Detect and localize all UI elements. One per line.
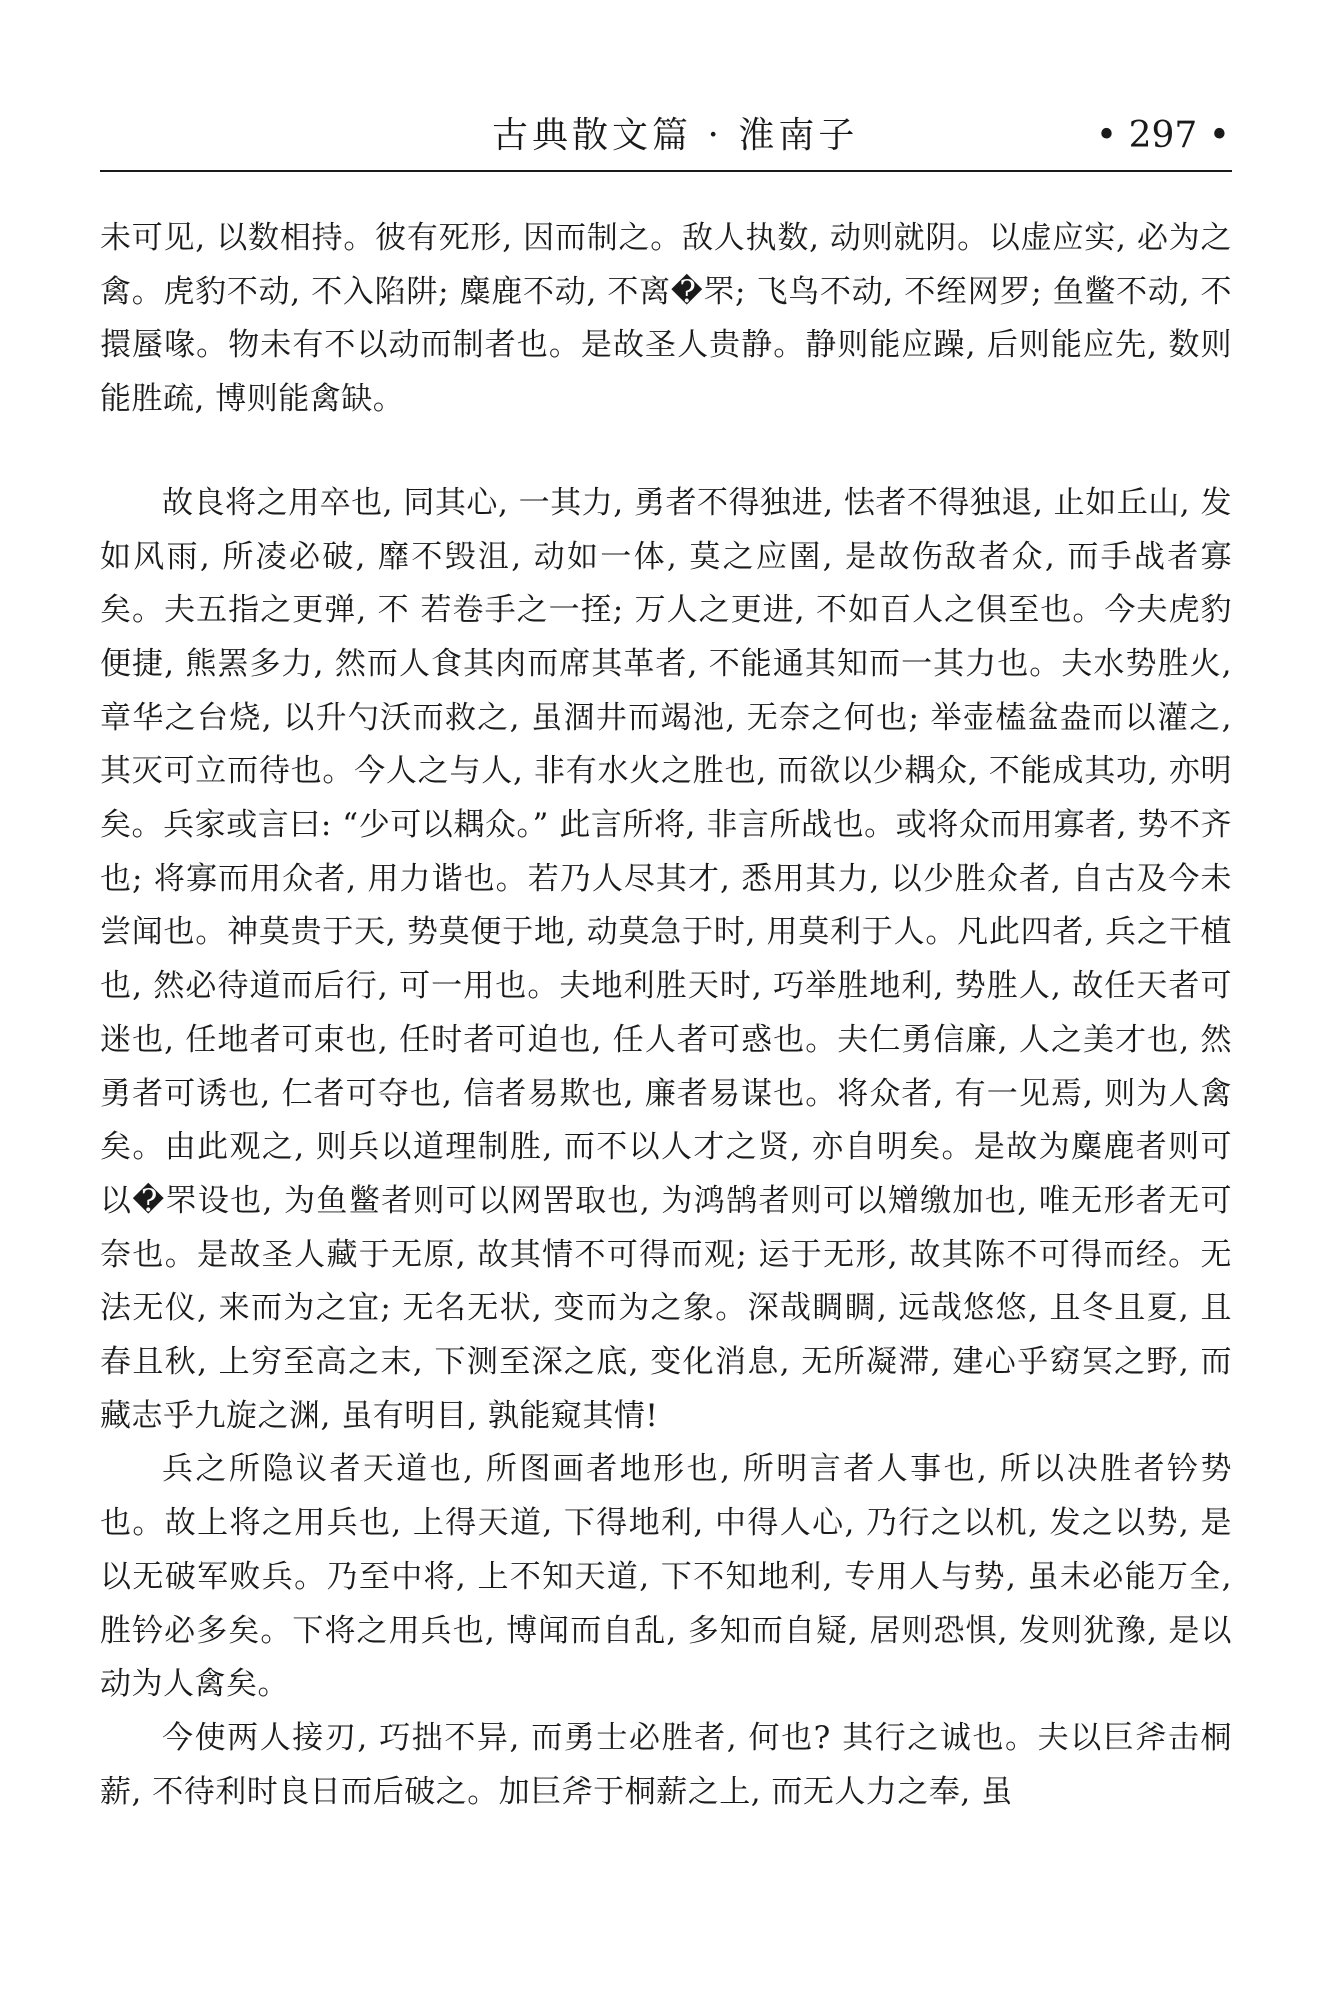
running-title: 古典散文篇 · 淮南子: [492, 115, 859, 156]
paragraph-2: 故良将之用卒也, 同其心, 一其力, 勇者不得独进, 怯者不得独退, 止如丘山, 发如风雨, 所凌必破, 靡不毁沮, 动如一体, 莫之应圉, 是故伤敌者众, 而手战者寡矣。夫五指之更弹, 不 若卷手之一挃; 万人之更进, 不如百人之俱至也。今夫虎豹便捷, 熊罴多力, 然而人食其肉而席其革者, 不能通其知而一其力也。夫水势胜火, 章华之台烧, 以升勺沃而救之, 虽涸井而竭池, 无奈之何也; 举壶榼盆盎而以灌之, 其灭可立而待也。今人之与人, 非有水火之胜也, 而欲以少耦众, 不能成其功, 亦明矣。兵家或言曰: “少可以耦众。” 此言所将, 非言所战也。或将众而用寡者, 势不齐也; 将寡而用众者, 用力谐也。若乃人尽其才, 悉用其力, 以少胜众者, 自古及今未尝闻也。神莫贵于天, 势莫便于地, 动莫急于时, 用莫利于人。凡此四者, 兵之干植也, 然必待道而后行, 可一用也。夫地利胜天时, 巧举胜地利, 势胜人, 故任天者可迷也, 任地者可束也, 任时者可迫也, 任人者可惑也。夫仁勇信廉, 人之美才也, 然勇者可诱也, 仁者可夺也, 信者易欺也, 廉者易谋也。将众者, 有一见焉, 则为人禽矣。由此观之, 则兵以道理制胜, 而不以人才之贤, 亦自明矣。是故为麋鹿者则可以�罘设也, 为鱼鳖者则可以网罟取也, 为鸿鹄者则可以矰缴加也, 唯无形者无可奈也。是故圣人藏于无原, 故其情不可得而观; 运于无形, 故其陈不可得而经。无法无仪, 来而为之宜; 无名无状, 变而为之象。深哉睭睭, 远哉悠悠, 且冬且夏, 且春且秋, 上穷至高之末, 下测至深之底, 变化消息, 无所凝滞, 建心乎窈冥之野, 而藏志乎九旋之渊, 虽有明目, 孰能窥其情!: [100, 484, 1232, 1434]
paragraph-1: 未可见, 以数相持。彼有死形, 因而制之。敌人执数, 动则就阴。以虚应实, 必为之禽。虎豹不动, 不入陷阱; 麋鹿不动, 不离�罘; 飞鸟不动, 不绖网罗; 鱼鳖不动, 不擐蜃喙。物未有不以动而制者也。是故圣人贵静。静则能应躁, 后则能应先, 数则能胜疏, 博则能禽缺。: [100, 220, 1232, 418]
paragraph-gap: [100, 427, 1232, 477]
paragraph-3: 兵之所隐议者天道也, 所图画者地形也, 所明言者人事也, 所以决胜者钤势也。故上将之用兵也, 上得天道, 下得地利, 中得人心, 乃行之以机, 发之以势, 是以无破军败兵。乃至中将, 上不知天道, 下不知地利, 专用人与势, 虽未必能万全, 胜钤必多矣。下将之用兵也, 博闻而自乱, 多知而自疑, 居则恐惧, 发则犹豫, 是以动为人禽矣。: [100, 1451, 1232, 1703]
body-text: [100, 212, 1232, 1819]
page-header: [100, 108, 1232, 164]
page-number: • 297 •: [1095, 115, 1230, 156]
paragraph-4: 今使两人接刃, 巧拙不异, 而勇士必胜者, 何也? 其行之诚也。夫以巨斧击桐薪, 不待利时良日而后破之。加巨斧于桐薪之上, 而无人力之奉, 虽: [100, 1719, 1232, 1810]
header-rule: [100, 170, 1232, 172]
